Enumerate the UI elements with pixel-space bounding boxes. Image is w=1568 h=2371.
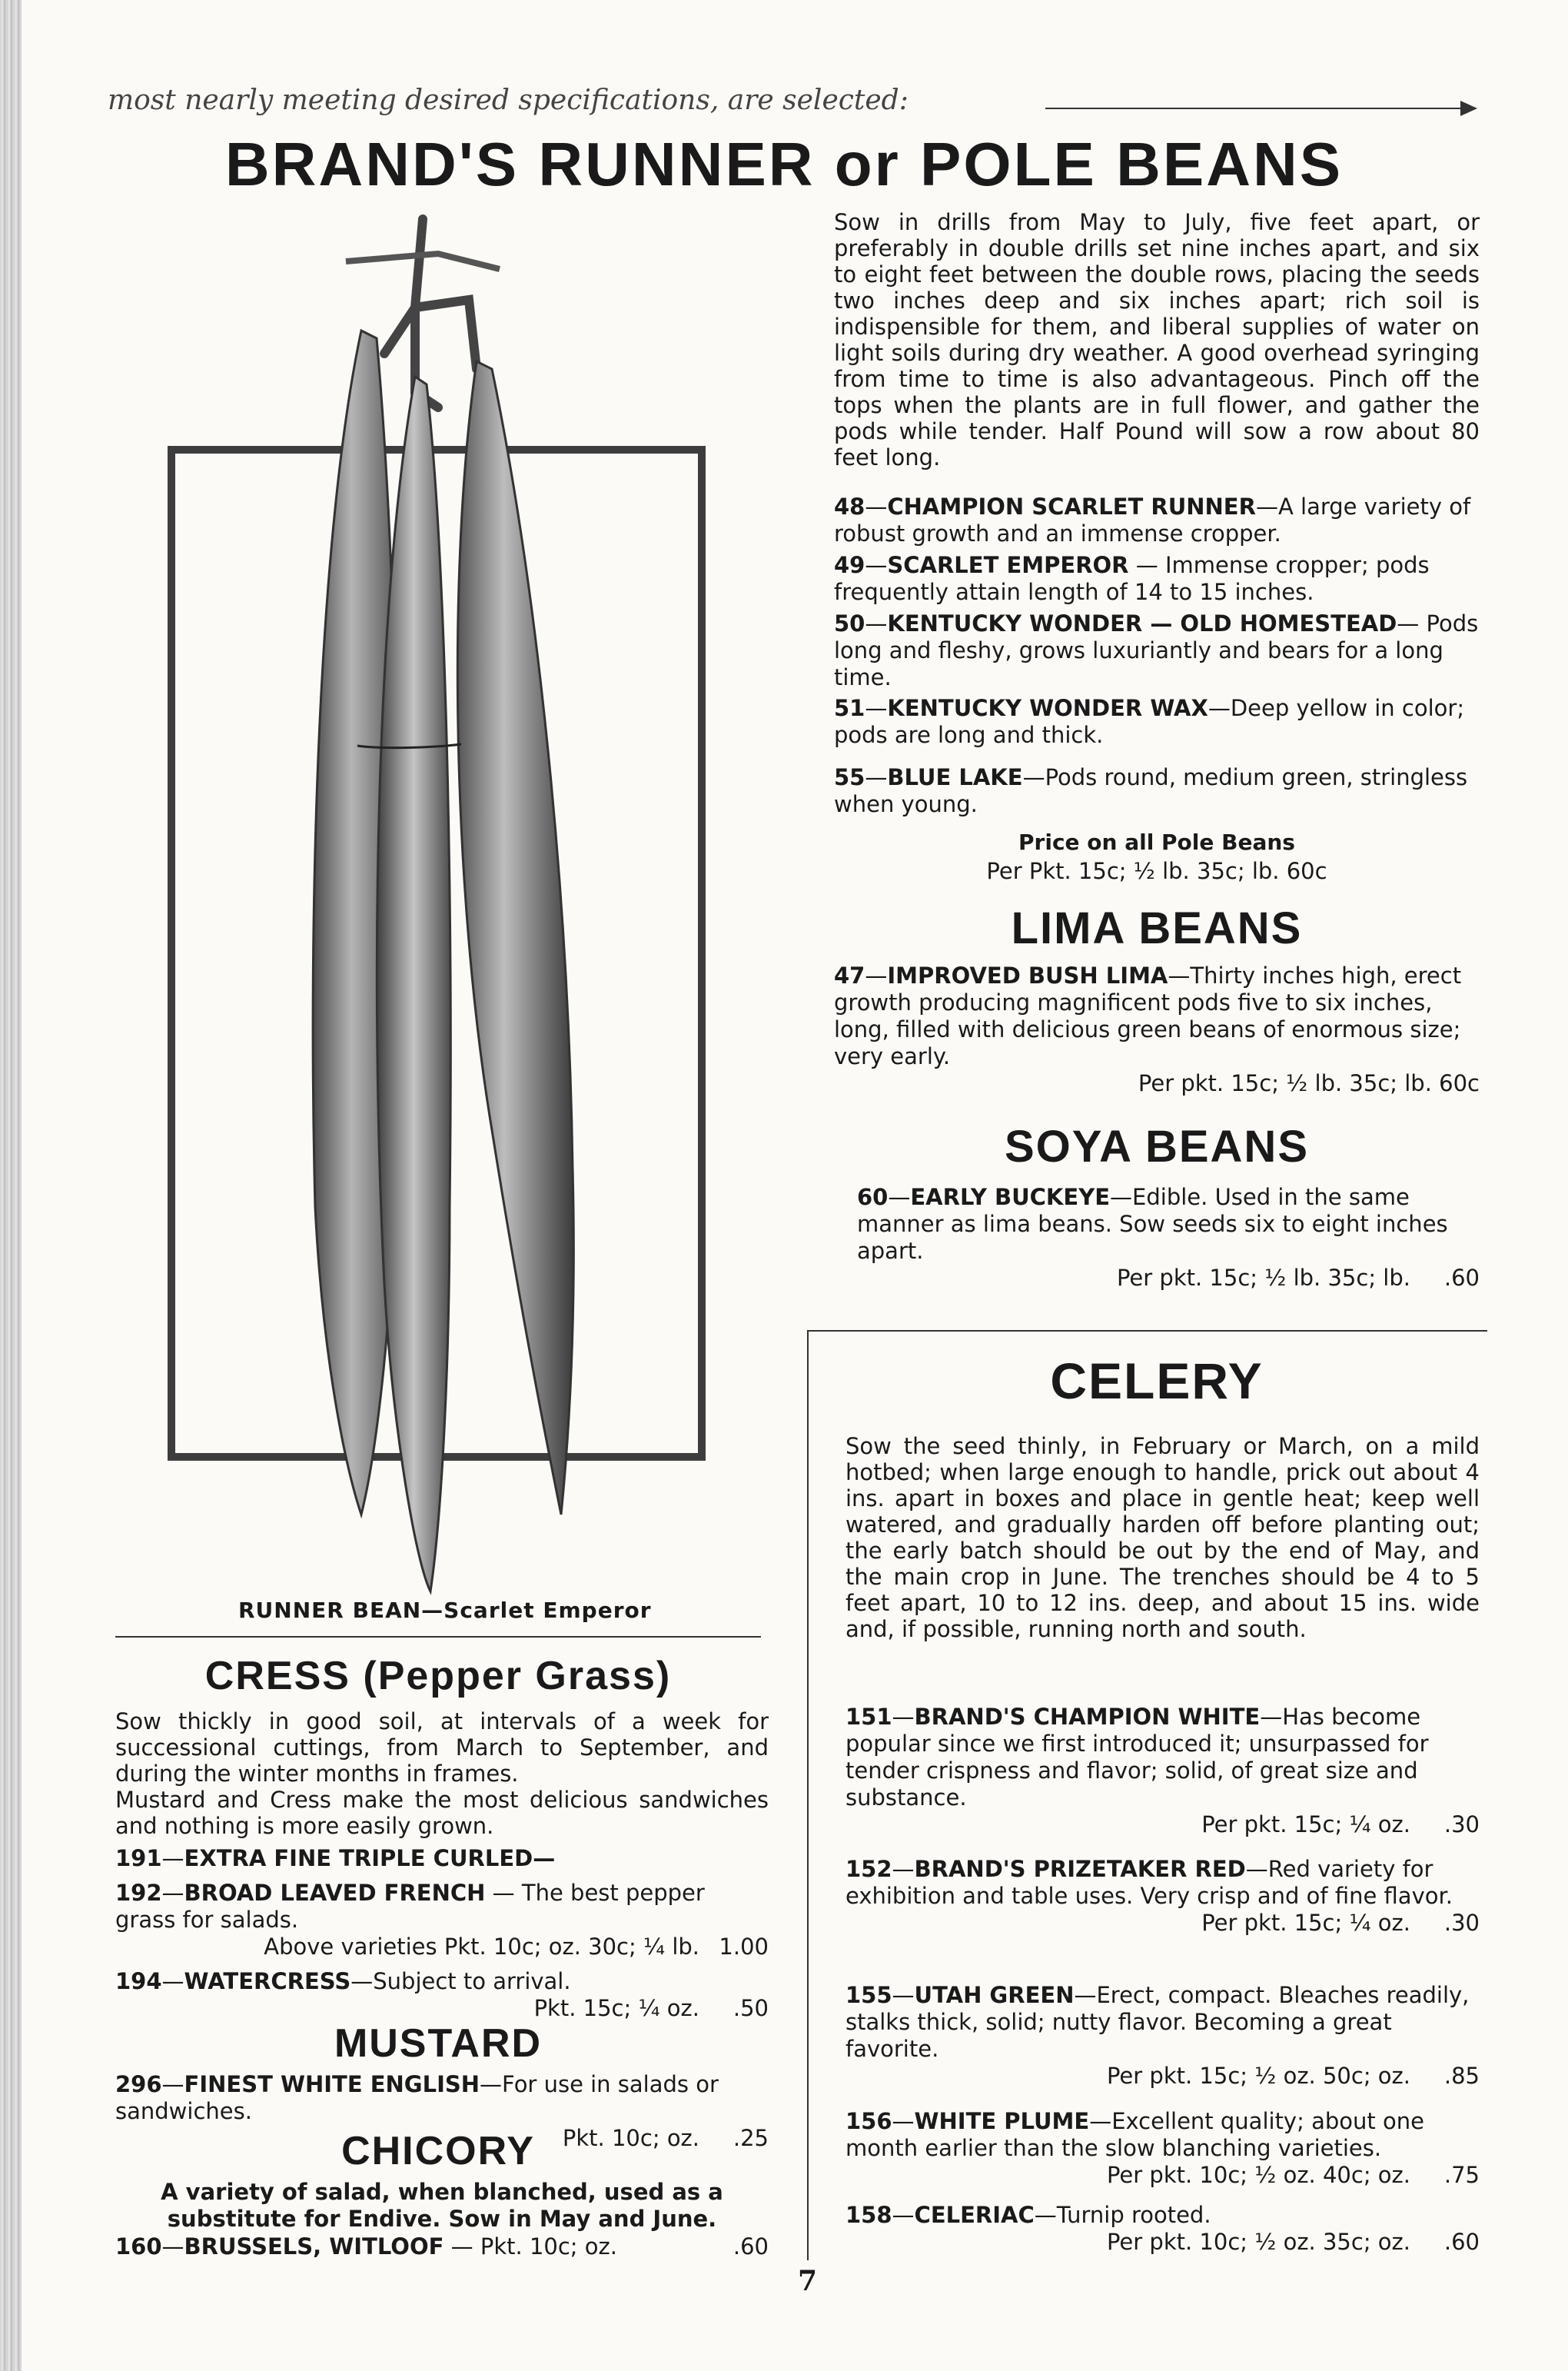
list-item: 191—EXTRA FINE TRIPLE CURLED— <box>115 1845 556 1871</box>
list-item: 60—EARLY BUCKEYE—Edible. Used in the same manner as lima beans. Sow seeds six to eight inches apart. Per pkt. 15c; ½ lb. 35c; lb. .60 <box>857 1184 1480 1291</box>
scan-edge <box>0 0 22 2371</box>
column-divider <box>807 1330 809 2260</box>
lima-price: Per pkt. 15c; ½ lb. 35c; lb. 60c <box>1138 1070 1480 1096</box>
list-item: 55—BLUE LAKE—Pods round, medium green, stringless when young. <box>834 764 1468 817</box>
chicory-heading: CHICORY <box>341 2129 535 2173</box>
pole-beans-price: Per Pkt. 15c; ½ lb. 35c; lb. 60c <box>986 858 1327 884</box>
list-item: 47—IMPROVED BUSH LIMA—Thirty inches high, erect growth producing magnificent pods five to six inches, long, filled with delicious green beans of enormous size; very early. Per pkt. 15c; ½ lb. 35c; lb. 60c <box>834 963 1480 1096</box>
list-item: 160—BRUSSELS, WITLOOF — Pkt. 10c; oz. .60 <box>115 2233 769 2260</box>
list-item: 192—BROAD LEAVED FRENCH — The best pepper grass for salads. Above varieties Pkt. 10c; oz. 30c; ¼ lb. 1.00 <box>115 1880 769 1960</box>
page-number: 7 <box>798 2265 818 2297</box>
divider <box>115 1636 761 1638</box>
lima-heading: LIMA BEANS <box>1011 903 1303 953</box>
list-item: 155—UTAH GREEN—Erect, compact. Bleaches readily, stalks thick, solid; nutty flavor. Becoming a great favorite. Per pkt. 15c; ½ oz. 50c; oz. .85 <box>845 1982 1480 2089</box>
list-item: 156—WHITE PLUME—Excellent quality; about one month earlier than the slow blanching varieties. Per pkt. 10c; ½ oz. 40c; oz. .75 <box>845 2108 1480 2188</box>
intro-text: most nearly meeting desired specifications, are selected: <box>108 85 909 116</box>
bean-pod-right <box>457 361 573 1515</box>
soya-heading: SOYA BEANS <box>1004 1122 1310 1172</box>
divider <box>807 1330 1487 1332</box>
list-item: 51—KENTUCKY WONDER WAX—Deep yellow in color; pods are long and thick. <box>834 695 1465 748</box>
cress-intro: Sow thickly in good soil, at intervals of a week for successional cuttings, from March to September, and during the winter months in frames. Mustard and Cress make the most delicious sandwiches and nothing is more easily grown. <box>115 1708 769 1839</box>
caption-variety: Scarlet Emperor <box>443 1598 652 1623</box>
pole-beans-price-heading: Price on all Pole Beans <box>1018 830 1295 855</box>
celery-heading: CELERY <box>1050 1352 1264 1409</box>
cress-heading: CRESS (Pepper Grass) <box>204 1654 672 1698</box>
soya-amount: .60 <box>1443 1265 1480 1291</box>
list-item: 48—CHAMPION SCARLET RUNNER—A large variety of robust growth and an immense cropper. <box>834 494 1471 547</box>
illustration-caption: RUNNER BEAN—Scarlet Emperor <box>238 1598 652 1623</box>
pole-beans-intro: Sow in drills from May to July, five feet apart, or preferably in double drills set nine inches apart, and six to eight feet between the double rows, placing the seeds two inches deep and six inches apart; rich soil is indispensible for them, and liberal supplies of water on light soils during dry weather. A good overhead syringing from time to time is also advantageous. Pinch off the tops when the plants are in full flower, and gather the pods while tender. Half Pound will sow a row about 80 feet long. <box>834 209 1480 471</box>
page-title: BRAND'S RUNNER or POLE BEANS <box>224 130 1344 198</box>
chicory-intro: A variety of salad, when blanched, used as a substitute for Endive. Sow in May and June. <box>161 2179 723 2232</box>
list-item: 152—BRAND'S PRIZETAKER RED—Red variety for exhibition and table uses. Very crisp and of fine flavor. Per pkt. 15c; ¼ oz. .30 <box>845 1856 1480 1936</box>
list-item: 50—KENTUCKY WONDER — OLD HOMESTEAD— Pods long and fleshy, grows luxuriantly and bears for a long time. <box>834 610 1479 690</box>
caption-item: RUNNER BEAN <box>238 1598 422 1623</box>
celery-intro: Sow the seed thinly, in February or March, on a mild hotbed; when large enough to handle, prick out about 4 ins. apart in boxes and place in gentle heat; keep well watered, and gradually harden off before planting out; the early batch should be out by the end of May, and the main crop in June. The trenches should be 4 to 5 feet apart, 10 to 12 ins. deep, and about 15 ins. wide and, if possible, running north and south. <box>845 1433 1480 1642</box>
soya-price: Per pkt. 15c; ½ lb. 35c; lb. <box>1116 1265 1410 1291</box>
list-item: 49—SCARLET EMPEROR — Immense cropper; pods frequently attain length of 14 to 15 inches. <box>834 552 1430 605</box>
arrow-right-icon <box>1045 108 1476 109</box>
mustard-heading: MUSTARD <box>334 2021 543 2066</box>
list-item: 158—CELERIAC—Turnip rooted. Per pkt. 10c; ½ oz. 35c; oz. .60 <box>845 2202 1480 2255</box>
list-item: 296—FINEST WHITE ENGLISH—For use in salads or sandwiches. Pkt. 10c; oz. .25 <box>115 2071 769 2151</box>
list-item: 194—WATERCRESS—Subject to arrival. Pkt. 15c; ¼ oz. .50 <box>115 1968 769 2021</box>
list-item: 151—BRAND'S CHAMPION WHITE—Has become popular since we first introduced it; unsurpassed for tender crispness and flavor; solid, of great size and substance. Per pkt. 15c; ¼ oz. .30 <box>845 1704 1480 1837</box>
runner-bean-illustration <box>184 208 769 1599</box>
